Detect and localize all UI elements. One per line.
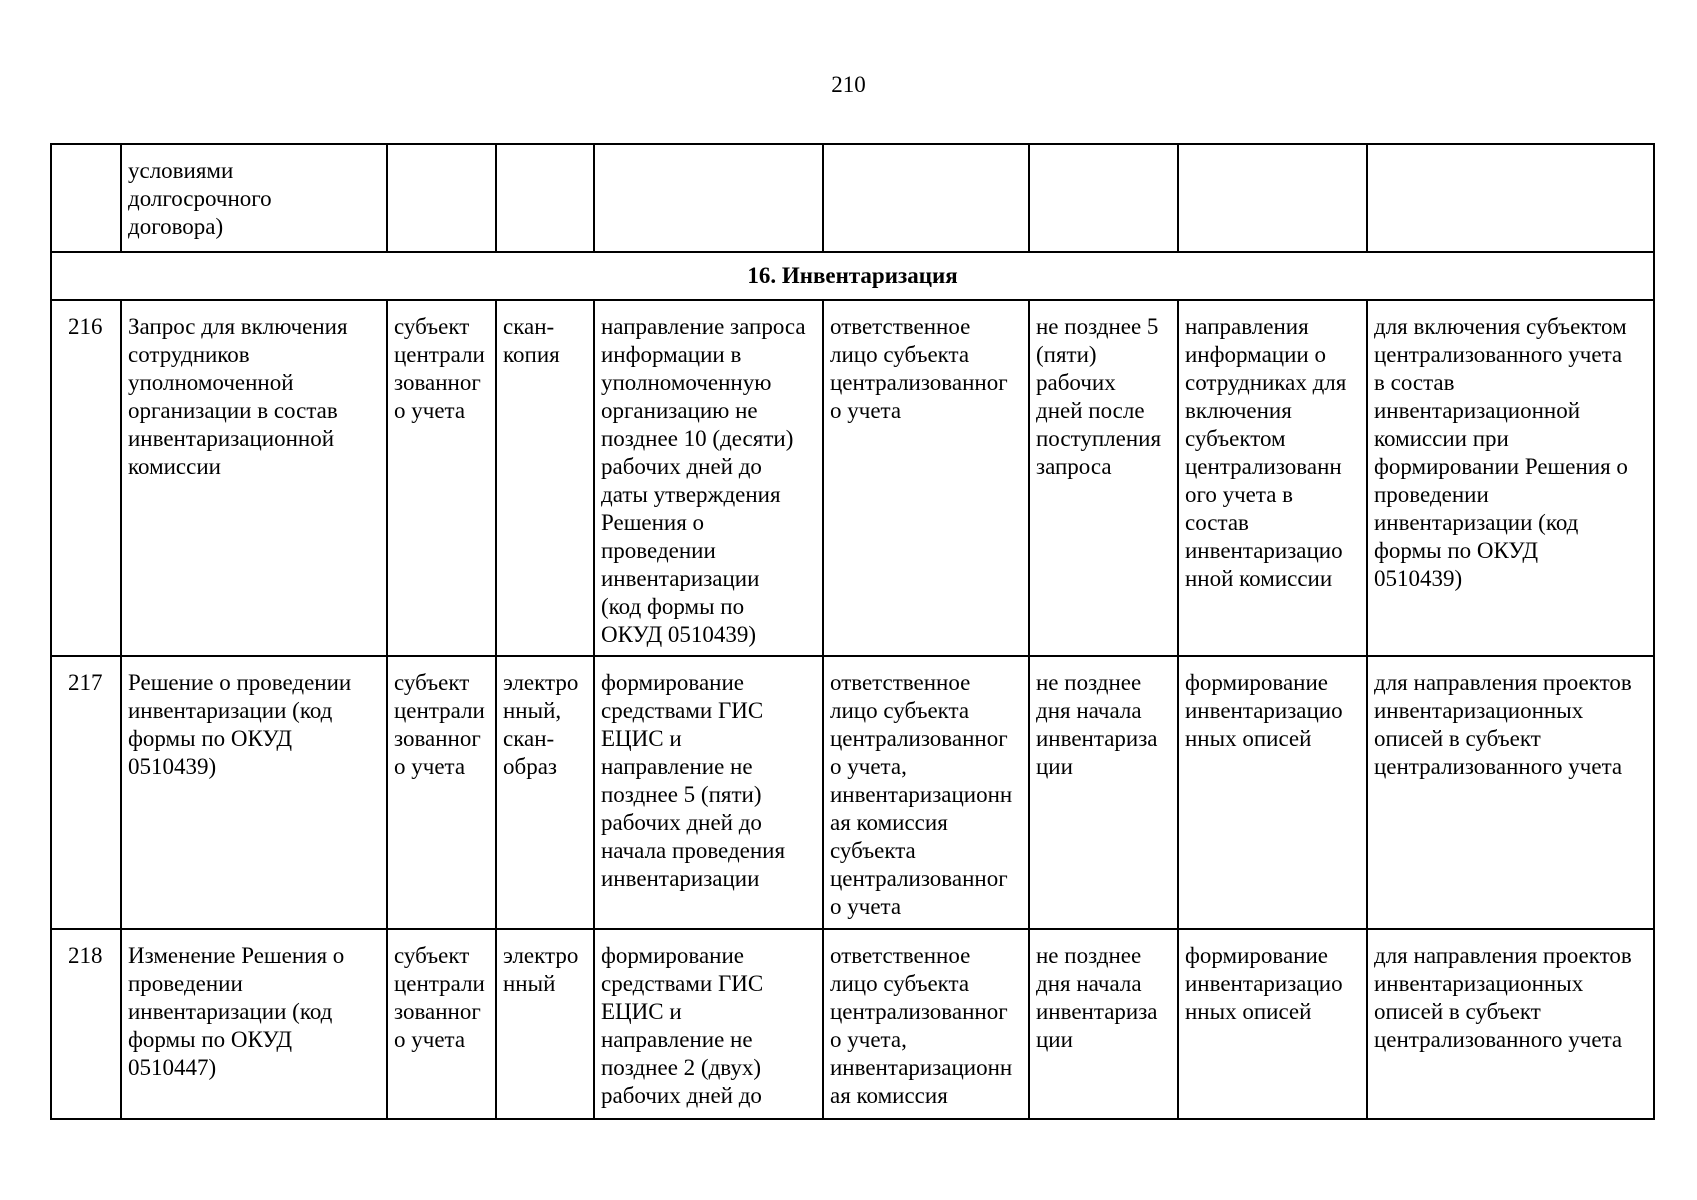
row-number-cell: 216 [51, 300, 121, 656]
row-number-cell: 218 [51, 929, 121, 1119]
table-row [51, 929, 1654, 1119]
document-author-cell [387, 144, 496, 252]
recipient-action-cell: формирование инвентаризацио нных описей [1178, 929, 1367, 1119]
purpose-cell: для направления проектов инвентаризационных описей в субъект централизованного учета [1367, 656, 1654, 929]
procedure-cell: направление запроса информации в уполномоченную организацию не позднее 10 (десяти) рабочих дней до даты утверждения Решения о проведении инвентаризации (код формы по ОКУД 0510439) [594, 300, 823, 656]
purpose-cell: для включения субъектом централизованного учета в состав инвентаризационной комиссии при формировании Решения о проведении инвентаризации (код формы по ОКУД 0510439) [1367, 300, 1654, 656]
responsible-cell: ответственное лицо субъекта централизованног о учета [823, 300, 1029, 656]
section-title: 16. Инвентаризация [51, 252, 1654, 300]
document-name-cell: Изменение Решения о проведении инвентаризации (код формы по ОКУД 0510447) [121, 929, 387, 1119]
document-author-cell: субъект централи зованног о учета [387, 656, 496, 929]
table-row [51, 300, 1654, 656]
row-number-cell: 217 [51, 656, 121, 929]
document-author-cell: субъект централи зованног о учета [387, 300, 496, 656]
document-name-cell: условиями долгосрочного договора) [121, 144, 387, 252]
document-form-cell: электро нный [496, 929, 594, 1119]
document-form-cell [496, 144, 594, 252]
responsible-cell: ответственное лицо субъекта централизованног о учета, инвентаризационн ая комиссия [823, 929, 1029, 1119]
deadline-cell: не позднее 5 (пяти) рабочих дней после поступления запроса [1029, 300, 1178, 656]
deadline-cell [1029, 144, 1178, 252]
responsible-cell [823, 144, 1029, 252]
recipient-action-cell: направления информации о сотрудниках для включения субъектом централизованн ого учета в состав инвентаризацио нной комиссии [1178, 300, 1367, 656]
responsible-cell: ответственное лицо субъекта централизованног о учета, инвентаризационн ая комиссия субъекта централизованног о учета [823, 656, 1029, 929]
purpose-cell: для направления проектов инвентаризационных описей в субъект централизованного учета [1367, 929, 1654, 1119]
document-author-cell: субъект централи зованног о учета [387, 929, 496, 1119]
document-name-cell: Запрос для включения сотрудников уполномоченной организации в состав инвентаризационной комиссии [121, 300, 387, 656]
procedure-cell: формирование средствами ГИС ЕЦИС и направление не позднее 5 (пяти) рабочих дней до начала проведения инвентаризации [594, 656, 823, 929]
deadline-cell: не позднее дня начала инвентариза ции [1029, 656, 1178, 929]
recipient-action-cell [1178, 144, 1367, 252]
deadline-cell: не позднее дня начала инвентариза ции [1029, 929, 1178, 1119]
purpose-cell [1367, 144, 1654, 252]
page-number: 210 [831, 72, 866, 97]
section-header-row [51, 252, 1654, 300]
recipient-action-cell: формирование инвентаризацио нных описей [1178, 656, 1367, 929]
document-form-cell: скан- копия [496, 300, 594, 656]
table-row [51, 656, 1654, 929]
document-form-cell: электро нный, скан- образ [496, 656, 594, 929]
table-row [51, 144, 1654, 252]
document-table [50, 143, 1655, 1120]
document-name-cell: Решение о проведении инвентаризации (код формы по ОКУД 0510439) [121, 656, 387, 929]
row-number-cell [51, 144, 121, 252]
procedure-cell: формирование средствами ГИС ЕЦИС и направление не позднее 2 (двух) рабочих дней до [594, 929, 823, 1119]
procedure-cell [594, 144, 823, 252]
